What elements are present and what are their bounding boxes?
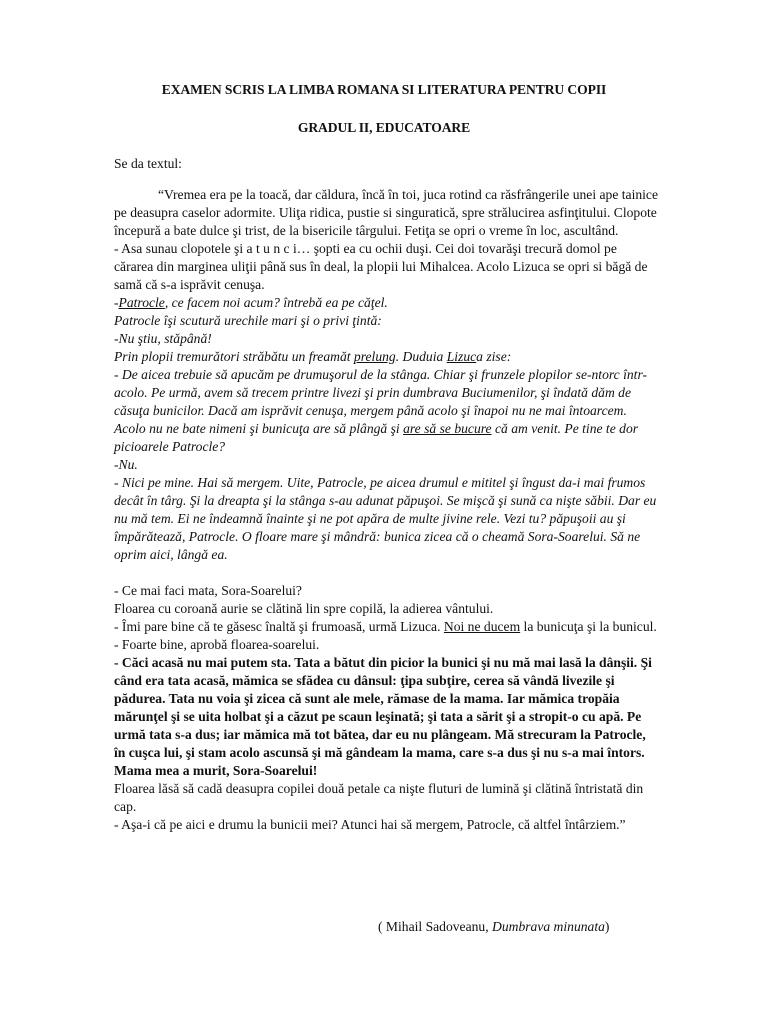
paragraph-14: - Căci acasă nu mai putem sta. Tata a bătut din picior la bunici şi nu mă mai lasă la dânşii. Şi când era tata acasă, mămica se sfădea cu dânsul: ţipa subţire, cerea să vândă livezile şi pădurea. Tata nu voia şi zicea că sunt ale mele, rămase de la mama. Iar mămica tropăia mărunţel şi se uita holbat şi a căzut pe scaun leşinată; şi tata a sărit şi a stropit-o cu apă. Pe urmă tata s-a dus; iar mămica mă tot bătea, dar eu nu plângeam. Mă strecuram la Patrocle, în cuşca lui, şi stam acolo ascunsă şi mă gândeam la mama, care s-a dus şi nu s-a mai întors. Mama mea a murit, Sora-Soarelui! [114,655,652,778]
paragraph-4: Patrocle îşi scutură urechile mari şi o privi ţintă: [114,313,382,328]
underlined-name: Patrocle [118,295,165,310]
dialogue-dash: - [114,295,119,310]
dialogue-text: - De aicea trebuie să apucăm pe drumuşorul de la stânga. Chiar şi frunzele plopilor se-ntorc într-acolo. Pe urmă, avem să trecem printre livezi şi prin dumbrava Buciumenilor, şi îndată dăm de căsuţa bunicilor. Dacă am isprăvit cenuşa, mergem până acolo şi înapoi nu ne mai întoarcem. Acolo nu ne bate nimeni şi bunicuţa are să plângă şi [114,367,647,436]
intro-text: Se da textul: [114,156,182,171]
exam-title: EXAMEN SCRIS LA LIMBA ROMANA SI LITERATURA PENTRU COPII [161,82,607,97]
paragraph-13: - Foarte bine, aprobă floarea-soarelui. [114,637,320,652]
underlined-word: prelung [353,349,396,364]
dialogue-text: la bunicuţa şi la bunicul. [520,619,657,634]
paragraph-12 [114,618,659,636]
literary-excerpt [114,186,659,834]
citation-author: ( Mihail Sadoveanu, [378,919,493,934]
paragraph-3 [114,294,659,312]
paragraph-5: -Nu ştiu, stăpână! [114,331,212,346]
narration-text: Prin plopii tremurători străbătu un freamăt [114,349,354,364]
citation-work: Dumbrava minunata [492,919,605,934]
underlined-phrase: are să se bucure [403,421,492,436]
citation-close: ) [604,919,610,934]
paragraph-11: Floarea cu coroană aurie se clătină lin spre copilă, la adierea vântului. [114,601,494,616]
underlined-phrase: Noi ne ducem [443,619,521,634]
paragraph-15: Floarea lăsă să cadă deasupra copilei două petale ca nişte fluturi de lumină şi clătină întristată din cap. [114,781,644,814]
paragraph-2: - Asa sunau clopotele şi a t u n c i… şopti ea cu ochii duşi. Cei doi tovarăşi trecură domol pe cărarea din marginea uliţii până sus în deal, la plopii lui Mihalcea. Acolo Lizuca se opri si băgă de samă că s-a isprăvit cenuşa. [114,241,648,292]
paragraph-6 [114,348,659,366]
source-citation [378,919,609,935]
dialogue-text: că am venit. Pe tine te dor picioarele Patrocle? [114,421,639,454]
underlined-name: Lizuc [446,349,477,364]
exam-subtitle: GRADUL II, EDUCATOARE [297,120,471,135]
narration-text: a zise: [476,349,512,364]
paragraph-16: - Aşa-i că pe aici e drumu la bunicii mei? Atunci hai să mergem, Patrocle, că altfel întârziem.” [114,817,626,832]
paragraph-9: - Nici pe mine. Hai să mergem. Uite, Patrocle, pe aicea drumul e mititel şi îngust da-i mai frumos decât în târg. Şi la dreapta şi la stânga s-au adunat păpuşoi. Se mişcă şi sună ca nişte săbii. Dar eu nu mă tem. Ei ne îndeamnă înainte şi ne pot apăra de multe jivine rele. Vezi tu? păpuşoii au şi împărătează, Patrocle. O floare mare şi mândră: bunica zicea că o cheamă Sora-Soarelui. Să ne oprim aici, lângă ea. [114,475,657,562]
paragraph-1: “Vremea era pe la toacă, dar căldura, încă în toi, juca rotind ca răsfrângerile unei ape tainice pe deasupra caselor adormite. Uliţa ridica, pustie si singuratică, spre strălucirea asfinţitului. Clopote începură a bate dulce şi trist, de la bisericile târgului. Fetiţa se opri o vreme în loc, ascultând. [114,187,658,238]
paragraph-7 [114,366,659,456]
paragraph-gap [114,564,659,582]
dialogue-text: - Îmi pare bine că te găsesc înaltă şi frumoasă, urmă Lizuca. [114,619,444,634]
narration-text: . Duduia [395,349,447,364]
paragraph-8: -Nu. [114,457,138,472]
paragraph-10: - Ce mai faci mata, Sora-Soarelui? [114,583,302,598]
dialogue-text: , ce facem noi acum? întrebă ea pe căţel. [164,295,388,310]
